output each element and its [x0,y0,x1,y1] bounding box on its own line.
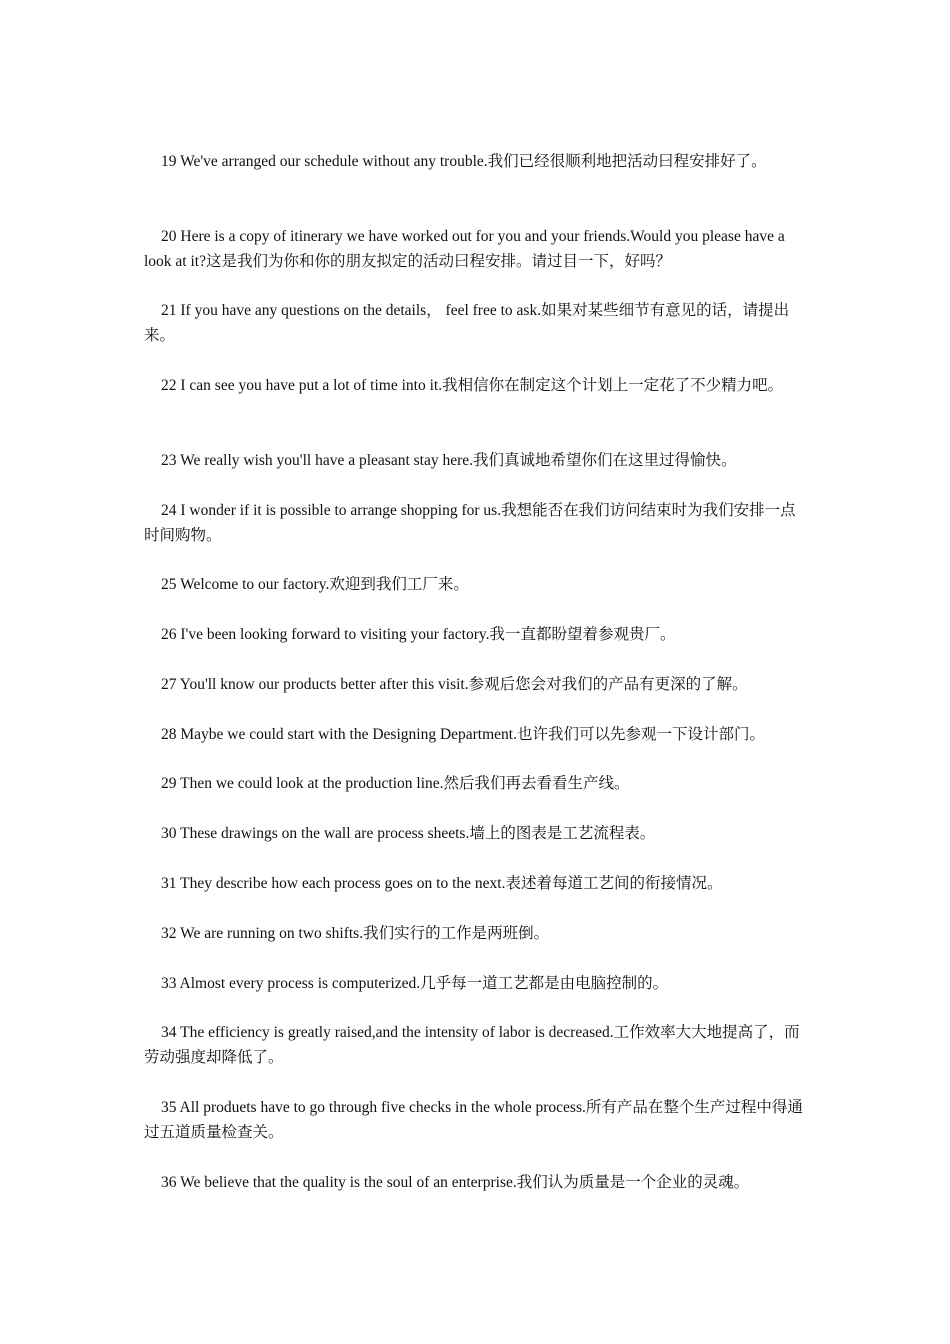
paragraph-28: 28 Maybe we could start with the Designing Department.也许我们可以先参观一下设计部门。 [161,726,765,743]
paragraph-36: 36 We believe that the quality is the soul of an enterprise.我们认为质量是一个企业的灵魂。 [161,1174,750,1191]
paragraph-29: 29 Then we could look at the production line.然后我们再去看看生产线。 [161,775,630,792]
paragraph-22: 22 I can see you have put a lot of time into it.我相信你在制定这个计划上一定花了不少精力吧。 [161,377,784,394]
paragraph-19: 19 We've arranged our schedule without any trouble.我们已经很顺利地把活动曰程安排好了。 [161,153,767,170]
paragraph-26: 26 I've been looking forward to visiting your factory.我一直都盼望着参观贵厂。 [161,626,676,643]
paragraph-33: 33 Almost every process is computerized.几乎每一道工艺都是由电脑控制的。 [161,975,669,992]
paragraph-32: 32 We are running on two shifts.我们实行的工作是两班倒。 [161,925,550,942]
paragraph-21: 21 If you have any questions on the details， feel free to ask.如果对某些细节有意见的话，请提出来。 [144,302,790,344]
paragraph-24: 24 I wonder if it is possible to arrange shopping for us.我想能否在我们访问结束时为我们安排一点时间购物。 [144,502,796,544]
paragraph-30: 30 These drawings on the wall are process sheets.墙上的图表是工艺流程表。 [161,825,656,842]
paragraph-31: 31 They describe how each process goes on to the next.表述着每道工艺间的衔接情况。 [161,875,723,892]
paragraph-20: 20 Here is a copy of itinerary we have worked out for you and your friends.Would you please have a look at it?这是我们为你和你的朋友拟定的活动曰程安排。请过目一下，好吗？ [144,228,785,270]
paragraph-34: 34 The efficiency is greatly raised,and the intensity of labor is decreased.工作效率大大地提高了，而劳动强度却降低了。 [144,1024,800,1066]
paragraph-35: 35 All produets have to go through five checks in the whole process.所有产品在整个生产过程中得通过五道质量检查关。 [144,1099,803,1141]
paragraph-27: 27 You'll know our products better after this visit.参观后您会对我们的产品有更深的了解。 [161,676,748,693]
paragraph-23: 23 We really wish you'll have a pleasant stay here.我们真诚地希望你们在这里过得愉快。 [161,452,737,469]
paragraph-25: 25 Welcome to our factory.欢迎到我们工厂来。 [161,576,469,593]
